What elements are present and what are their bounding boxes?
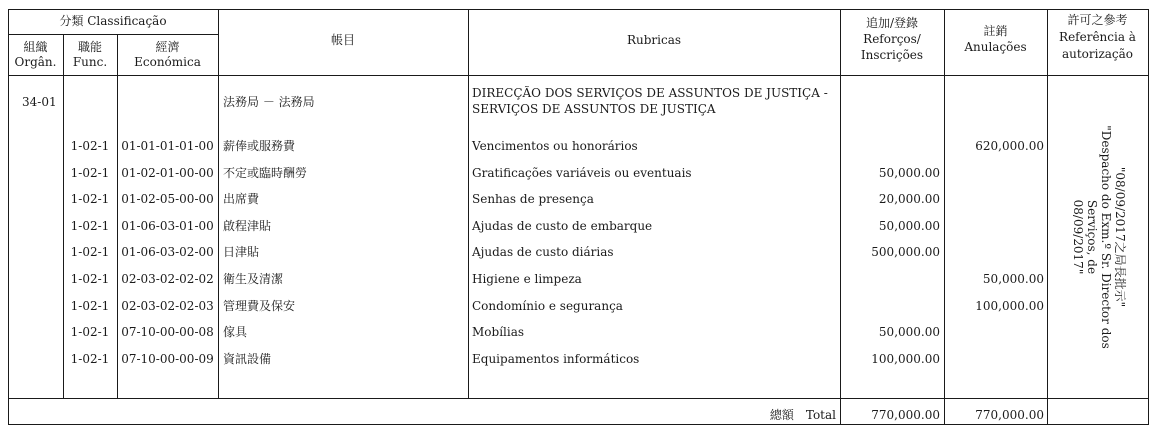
- row-econ: 01-02-01-00-00: [121, 166, 214, 180]
- row-account-zh: 薪俸或服務費: [223, 139, 296, 153]
- row-reforcos: 50,000.00: [878, 166, 940, 180]
- econ-header-pt: Económica: [134, 55, 201, 69]
- row-func: 1-02-1: [70, 272, 110, 286]
- row-account-zh: 出席費: [223, 192, 260, 206]
- total-anulacoes: 770,000.00: [975, 408, 1044, 422]
- anulacoes-header-pt: Anulações: [964, 40, 1027, 54]
- row-reforcos: 20,000.00: [878, 192, 940, 206]
- reference-line1: "08/09/2017之局長批示": [1113, 166, 1127, 308]
- organ-rubrica-line2: SERVIÇOS DE ASSUNTOS DE JUSTIÇA: [472, 102, 716, 116]
- row-rubrica: Gratificações variáveis ou eventuais: [472, 166, 692, 180]
- row-func: 1-02-1: [70, 245, 110, 259]
- row-rubrica: Vencimentos ou honorários: [472, 139, 638, 153]
- row-rubrica: Higiene e limpeza: [472, 272, 582, 286]
- total-reforcos: 770,000.00: [871, 408, 940, 422]
- reference-cell: [1049, 76, 1149, 398]
- row-func: 1-02-1: [70, 192, 110, 206]
- row-reforcos: 50,000.00: [878, 219, 940, 233]
- reforcos-header-pt2: Inscrições: [860, 48, 924, 62]
- anulacoes-col-divider: [1047, 9, 1048, 425]
- row-rubrica: Ajudas de custo de embarque: [472, 219, 653, 233]
- row-func: 1-02-1: [70, 139, 110, 153]
- account-col-divider: [468, 9, 469, 399]
- reference-header-zh: 許可之參考: [1067, 13, 1128, 27]
- row-account-zh: 不定或臨時酬勞: [223, 166, 308, 180]
- row-account-zh: 傢具: [223, 325, 248, 339]
- econ-header-zh: 經濟: [155, 40, 180, 54]
- classification-header: 分類 Classificação: [59, 14, 167, 28]
- row-rubrica: Ajudas de custo diárias: [472, 245, 614, 259]
- row-rubrica: Equipamentos informáticos: [472, 352, 640, 366]
- row-econ: 02-03-02-02-03: [121, 299, 214, 313]
- row-econ: 01-06-03-01-00: [121, 219, 214, 233]
- row-econ: 01-06-03-02-00: [121, 245, 214, 259]
- reforcos-header-pt1: Reforços/: [863, 32, 921, 46]
- row-reforcos: 50,000.00: [878, 325, 940, 339]
- row-rubrica: Mobílias: [472, 325, 525, 339]
- organ-header-zh: 組織: [23, 40, 48, 54]
- classification-underline: [8, 34, 218, 35]
- row-anulacoes: 50,000.00: [982, 272, 1044, 286]
- reference-line2: "Despacho do Exm.º Sr. Director dos Serviços, de: [1085, 125, 1113, 349]
- reforcos-header-zh: 追加/登錄: [865, 16, 919, 30]
- reforcos-col-divider: [944, 9, 945, 425]
- left-border: [8, 9, 9, 425]
- row-econ: 07-10-00-00-08: [121, 325, 214, 339]
- account-header: 帳目: [330, 33, 355, 47]
- row-rubrica: Condomínio e segurança: [472, 299, 623, 313]
- row-account-zh: 日津貼: [223, 245, 260, 259]
- row-anulacoes: 620,000.00: [975, 139, 1044, 153]
- body-bottom-border: [8, 398, 1148, 399]
- row-reforcos: 100,000.00: [871, 352, 940, 366]
- organ-header-pt: Orgân.: [14, 55, 57, 69]
- row-func: 1-02-1: [70, 299, 110, 313]
- econ-col-divider: [218, 9, 219, 399]
- row-econ: 02-03-02-02-02: [121, 272, 214, 286]
- organ-account-zh: 法務局 － 法務局: [223, 95, 315, 109]
- organ-rubrica-line1: DIRECÇÃO DOS SERVIÇOS DE ASSUNTOS DE JUSTIÇA -: [472, 86, 828, 100]
- row-rubrica: Senhas de presença: [472, 192, 594, 206]
- row-anulacoes: 100,000.00: [975, 299, 1044, 313]
- row-econ: 07-10-00-00-09: [121, 352, 214, 366]
- row-reforcos: 500,000.00: [871, 245, 940, 259]
- reference-header-pt1: Referência à: [1059, 30, 1136, 44]
- row-account-zh: 衛生及清潔: [223, 272, 284, 286]
- rubricas-header: Rubricas: [626, 33, 682, 47]
- table-bottom-border: [8, 424, 1148, 425]
- row-func: 1-02-1: [70, 325, 110, 339]
- row-account-zh: 資訊設備: [223, 352, 272, 366]
- row-econ: 01-01-01-01-00: [121, 139, 214, 153]
- row-account-zh: 啟程津貼: [223, 219, 272, 233]
- row-func: 1-02-1: [70, 166, 110, 180]
- row-econ: 01-02-05-00-00: [121, 192, 214, 206]
- func-header-pt: Func.: [72, 55, 108, 69]
- organ-col-divider: [63, 34, 64, 399]
- reference-text: [1071, 107, 1127, 367]
- reference-header-pt2: autorização: [1061, 47, 1134, 61]
- table-top-border: [8, 9, 1148, 10]
- total-label: 總額 Total: [769, 408, 836, 422]
- reference-line3: 08/09/2017": [1071, 199, 1085, 275]
- header-bottom-border: [8, 75, 1148, 76]
- organ-code: 34-01: [22, 95, 57, 109]
- func-header-zh: 職能: [77, 40, 102, 54]
- func-col-divider: [117, 34, 118, 399]
- row-account-zh: 管理費及保安: [223, 299, 296, 313]
- row-func: 1-02-1: [70, 219, 110, 233]
- anulacoes-header-zh: 註銷: [983, 24, 1008, 38]
- row-func: 1-02-1: [70, 352, 110, 366]
